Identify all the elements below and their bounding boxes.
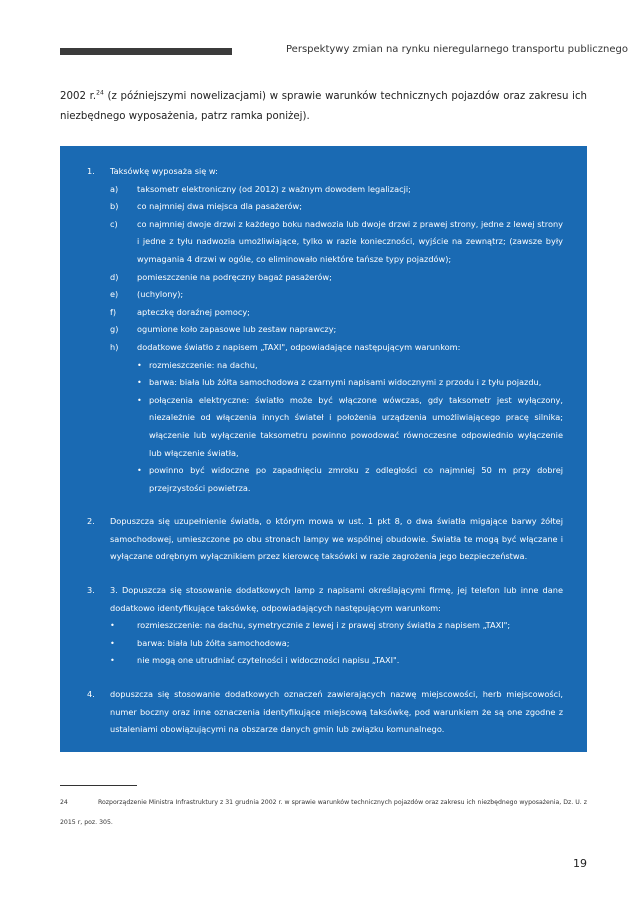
bullet-mark: • <box>137 394 142 405</box>
item-1 <box>87 163 563 181</box>
item-number: 2. <box>87 516 95 527</box>
sub-text: ogumione koło zapasowe lub zestaw naprawczy; <box>137 324 337 335</box>
item-number: 1. <box>87 166 95 176</box>
page-number: 19 <box>573 857 587 870</box>
sub-item <box>87 339 563 357</box>
sub-text: (uchylony); <box>137 289 184 300</box>
bullet-text: powinno być widoczne po zapadnięciu zmroku z odległości co najmniej 50 m przy dobrej przejrzystości powietrza. <box>149 465 563 493</box>
footnote-divider <box>60 785 137 786</box>
sub-letter: g) <box>110 324 119 335</box>
intro-paragraph <box>60 87 587 127</box>
item-text: Taksówkę wyposaża się w: <box>110 166 218 176</box>
item-4 <box>87 686 563 739</box>
sub-text: dodatkowe światło z napisem „TAXI", odpowiadające następującym warunkom: <box>137 341 461 352</box>
bullet-mark: • <box>110 655 115 666</box>
item-number: 3. <box>87 585 95 596</box>
item-2 <box>87 513 563 566</box>
bullet-item <box>87 374 563 392</box>
sub-text: apteczkę doraźnej pomocy; <box>137 306 250 317</box>
bullet-item <box>87 357 563 375</box>
bullet-item <box>87 652 563 670</box>
sub-text: pomieszczenie na podręczny bagaż pasażerów; <box>137 271 332 282</box>
sub-letter: d) <box>110 271 119 282</box>
footnote <box>60 793 587 833</box>
sub-item <box>87 198 563 216</box>
item-number: 4. <box>87 689 95 700</box>
bullet-mark: • <box>137 377 142 388</box>
bullet-item <box>87 617 563 635</box>
bullet-text: rozmieszczenie: na dachu, <box>149 359 258 370</box>
footnote-text: Rozporządzenie Ministra Infrastruktury z 31 grudnia 2002 r. w sprawie warunków technicznych pojazdów oraz zakresu ich niezbędnego wyposażenia, Dz. U. z 2015 r, poz. 305. <box>60 799 587 826</box>
bullet-text: nie mogą one utrudniać czytelności i widoczności napisu „TAXI". <box>137 655 400 666</box>
regulation-box <box>60 146 587 752</box>
sub-text: co najmniej dwa miejsca dla pasażerów; <box>137 201 302 212</box>
bullet-item <box>87 635 563 653</box>
intro-text-end: (z późniejszymi nowelizacjami) w sprawie warunków technicznych pojazdów oraz zakresu ich niezbędnego wyposażenia, patrz ramka poniżej). <box>60 91 588 122</box>
bullet-mark: • <box>110 637 115 648</box>
item-text: 3. Dopuszcza się stosowanie dodatkowych lamp z napisami określającymi firmę, jej telefon lub inne dane dodatkowo identyfikujące taksówkę, odpowiadających następującym warunkom: <box>110 585 563 613</box>
sub-letter: e) <box>110 289 119 300</box>
item-text: Dopuszcza się uzupełnienie światła, o którym mowa w ust. 1 pkt 8, o dwa światła migające barwy żółtej samochodowej, umieszczone po obu stronach lampy we wspólnej obudowie. Światła te mogą być włączane i wyłączane odrębnym wyłącznikiem przez kierowcę taksówki w razie zagrożenia jego bezpieczeństwa. <box>110 516 563 562</box>
sub-item <box>87 216 563 269</box>
sub-letter: b) <box>110 201 119 212</box>
footnote-reference: 24 <box>96 89 104 97</box>
bullet-item <box>87 462 563 497</box>
sub-item <box>87 304 563 322</box>
sub-letter: h) <box>110 341 119 352</box>
item-text: dopuszcza się stosowanie dodatkowych oznaczeń zawierających nazwę miejscowości, herb miejscowości, numer boczny oraz inne oznaczenia identyfikujące miejscową taksówkę, pod warunkiem że są one zgodne z ustaleniami obowiązującymi na obszarze danych gmin lub związku komunalnego. <box>110 689 563 735</box>
bullet-mark: • <box>110 620 115 631</box>
regulation-content <box>87 163 563 739</box>
sub-letter: a) <box>110 183 119 194</box>
bullet-mark: • <box>137 359 142 370</box>
sub-item <box>87 269 563 287</box>
sub-letter: f) <box>110 306 117 317</box>
bullet-text: barwa: biała lub żółta samochodowa z czarnymi napisami widocznymi z przodu i z tyłu pojazdu, <box>149 377 542 388</box>
footnote-number: 24 <box>60 799 68 806</box>
sub-text: taksometr elektroniczny (od 2012) z ważnym dowodem legalizacji; <box>137 183 411 194</box>
sub-item <box>87 286 563 304</box>
bullet-text: połączenia elektryczne: światło może być włączone wówczas, gdy taksometr jest wyłączony, niezależnie od włączenia innych świateł i położenia urządzenia umożliwiającego pracę silnika; włączenie lub wyłączenie taksometru powinno powodować równoczesne odpowiednio wyłączenie lub włączenie światła, <box>149 394 563 458</box>
bullet-text: rozmieszczenie: na dachu, symetrycznie z lewej i z prawej strony światła z napisem „TAXI"; <box>137 620 511 631</box>
bullet-item <box>87 392 563 462</box>
intro-text-start: 2002 r. <box>60 91 97 102</box>
bullet-mark: • <box>137 465 142 476</box>
header-decoration-bar <box>60 48 232 55</box>
sub-item <box>87 181 563 199</box>
sub-letter: c) <box>110 218 118 229</box>
sub-text: co najmniej dwoje drzwi z każdego boku nadwozia lub dwoje drzwi z prawej strony, jedne z lewej strony i jedne z tyłu nadwozia umożliwiające, tylko w razie konieczności, wyjście na zewnątrz; (zawsze były wymagania 4 drzwi w ogóle, co eliminowało niektóre tańsze typy pojazdów); <box>137 218 563 264</box>
item-3 <box>87 582 563 617</box>
running-header: Perspektywy zmian na rynku nieregularnego transportu publicznego <box>286 44 628 55</box>
sub-item <box>87 321 563 339</box>
bullet-text: barwa: biała lub żółta samochodowa; <box>137 637 290 648</box>
